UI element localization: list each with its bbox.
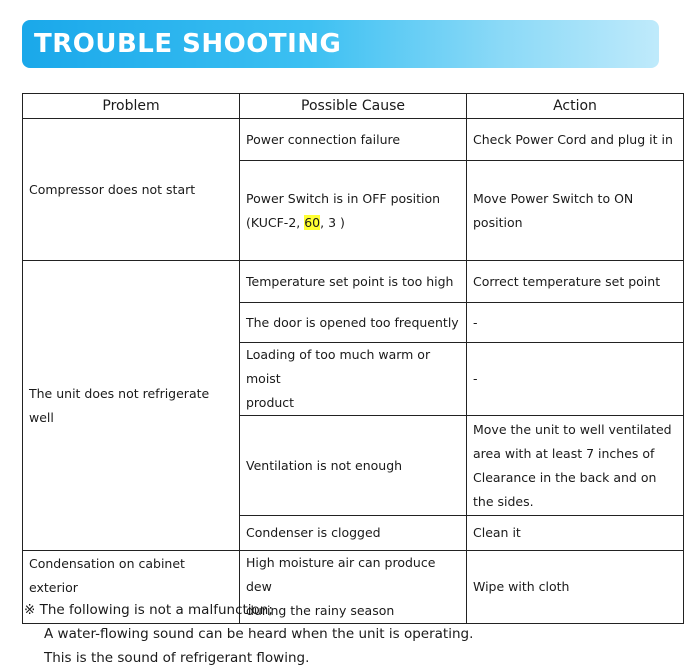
header-problem: Problem: [23, 94, 240, 119]
cause-cell: [240, 161, 467, 261]
problem-cell: Condensation on cabinet exterior: [23, 551, 240, 624]
cause-text: (KUCF-2,: [246, 214, 305, 230]
cause-cell: Temperature set point is too high: [240, 261, 467, 303]
note-symbol: ※: [24, 602, 36, 618]
cause-line: product: [246, 395, 295, 410]
action-line: Move the unit to well ventilated: [473, 421, 672, 437]
action-cell: -: [467, 343, 684, 416]
cause-line: Loading of too much warm or moist: [246, 347, 431, 386]
malfunction-note: [24, 598, 473, 670]
problem-cell: The unit does not refrigerate well: [23, 261, 240, 551]
title-banner: [22, 20, 659, 68]
action-line: Clearance in the back and on: [473, 469, 657, 485]
highlighted-model: 60: [304, 214, 321, 230]
table-header-row: [23, 94, 684, 119]
action-cell: Clean it: [467, 516, 684, 551]
action-cell: -: [467, 303, 684, 343]
cause-cell: Ventilation is not enough: [240, 416, 467, 516]
note-line: [24, 598, 473, 622]
problem-cell: Compressor does not start: [23, 119, 240, 261]
action-line: the sides.: [473, 493, 534, 509]
cause-line: High moisture air can produce dew: [246, 555, 436, 594]
cause-line: Power Switch is in OFF position: [246, 190, 441, 206]
action-line: area with at least 7 inches of: [473, 445, 655, 461]
cause-text: , 3 ): [320, 214, 345, 230]
action-cell: Move Power Switch to ON position: [467, 161, 684, 261]
action-cell: [467, 416, 684, 516]
note-line: A water-flowing sound can be heard when the unit is operating.: [44, 626, 474, 642]
troubleshooting-table: [22, 93, 684, 624]
cause-cell: Power connection failure: [240, 119, 467, 161]
action-cell: Check Power Cord and plug it in: [467, 119, 684, 161]
action-cell: Wipe with cloth: [467, 551, 684, 624]
page-title: TROUBLE SHOOTING: [34, 29, 342, 59]
header-possible-cause: Possible Cause: [240, 94, 467, 119]
cause-line: [246, 211, 460, 235]
note-text: The following is not a malfunction;: [39, 602, 273, 618]
table-row: [23, 261, 684, 303]
cause-cell: The door is opened too frequently: [240, 303, 467, 343]
action-cell: Correct temperature set point: [467, 261, 684, 303]
cause-cell: Condenser is clogged: [240, 516, 467, 551]
cause-cell: [240, 343, 467, 416]
table-row: [23, 119, 684, 161]
note-line: This is the sound of refrigerant flowing.: [44, 650, 310, 666]
cause-line: during the rainy season: [246, 603, 395, 618]
header-action: Action: [467, 94, 684, 119]
